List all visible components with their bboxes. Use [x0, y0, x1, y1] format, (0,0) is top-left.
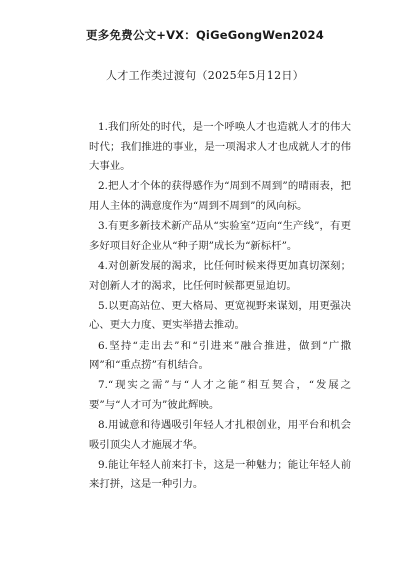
paragraph: 1.我们所处的时代，是一个呼唤人才也造就人才的伟大时代；我们推进的事业，是一项渴求人才也成就人才的伟大事业。: [89, 121, 351, 173]
paragraph: 3.有更多新技术新产品从“实验室”迈向“生产线”，有更多好项目好企业从“种子期”成长为“新标杆”。: [89, 220, 351, 252]
document-body: [89, 118, 351, 496]
promo-banner: 更多免费公文+VX：QiGeGongWen2024: [86, 28, 324, 42]
paragraph: 9.能让年轻人前来打卡，这是一种魅力；能让年轻人前来打拼，这是一种引力。: [89, 458, 351, 491]
paragraph: 8.用诚意和待遇吸引年轻人才扎根创业，用平台和机会吸引顶尖人才施展才华。: [89, 419, 351, 451]
paragraph: 6.坚持“走出去”和“引进来”融合推进，做到“广撒网”和“重点捞”有机结合。: [89, 339, 351, 372]
document-title: 人才工作类过渡句（2025年5月12日）: [106, 69, 304, 82]
paragraph: 5.以更高站位、更大格局、更宽视野来谋划，用更强决心、更大力度、更实举措去推动。: [89, 299, 351, 332]
paragraph: 2.把人才个体的获得感作为“周到不周到”的晴雨表，把用人主体的满意度作为“周到不周到”的风向标。: [89, 180, 351, 212]
paragraph: 7.“现实之需”与“人才之能”相互契合，“发展之要”与“人才可为”彼此辉映。: [89, 379, 351, 411]
paragraph: 4.对创新发展的渴求，比任何时候来得更加真切深刻；对创新人才的渴求，比任何时候都更显迫切。: [89, 259, 351, 292]
